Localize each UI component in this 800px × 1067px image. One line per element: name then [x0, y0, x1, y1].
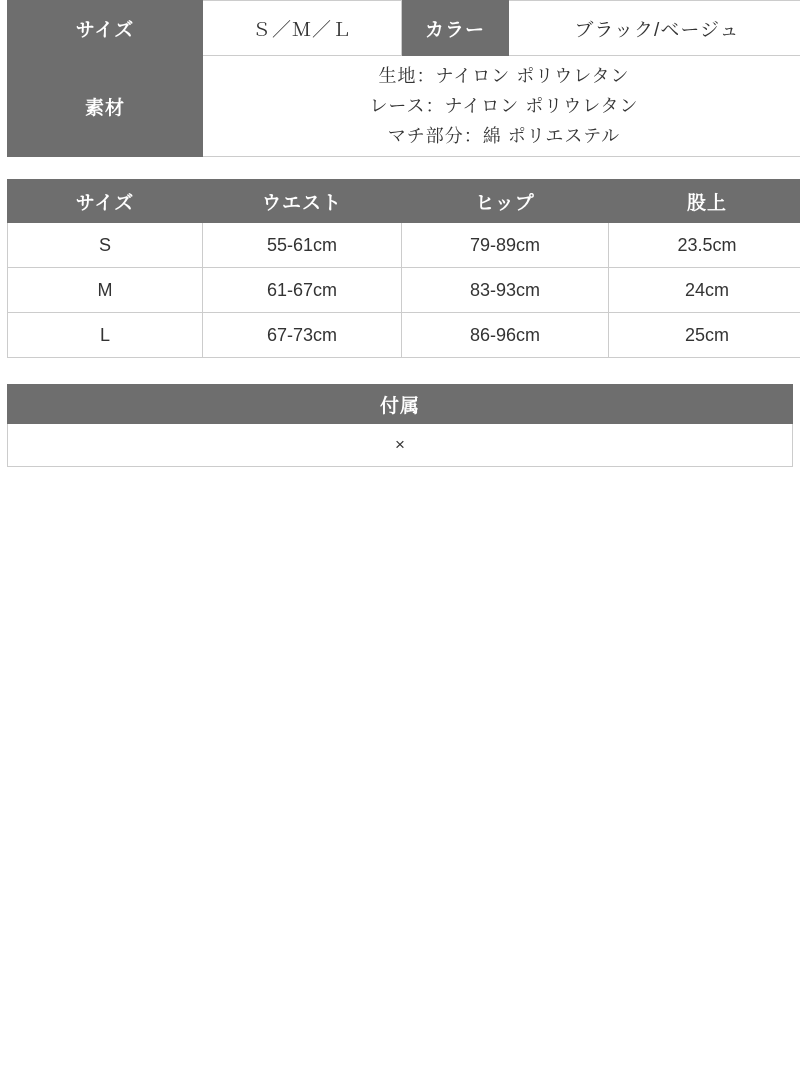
size-cell-hip: 83-93cm — [402, 268, 609, 313]
size-header-waist: ウエスト — [203, 180, 402, 223]
size-table — [7, 179, 800, 358]
size-cell-name: M — [8, 268, 203, 313]
size-cell-name: S — [8, 223, 203, 268]
material-line-lace: レース：ナイロン ポリウレタン — [369, 96, 639, 116]
spacer-2 — [0, 358, 800, 384]
spec-label-color: カラー — [402, 1, 509, 56]
size-cell-waist: 55-61cm — [203, 223, 402, 268]
size-cell-rise: 24cm — [609, 268, 800, 313]
accessory-header: 付属 — [8, 385, 793, 424]
spec-value-size: Ｓ／Ｍ／Ｌ — [203, 1, 402, 56]
table-row — [8, 313, 800, 358]
spec-label-material: 素材 — [8, 56, 203, 157]
size-cell-hip: 79-89cm — [402, 223, 609, 268]
accessory-value: × — [8, 424, 793, 467]
spec-row-material — [8, 56, 800, 157]
size-cell-waist: 67-73cm — [203, 313, 402, 358]
size-cell-waist: 61-67cm — [203, 268, 402, 313]
size-header-rise: 股上 — [609, 180, 800, 223]
material-line-gusset: マチ部分：綿 ポリエステル — [387, 126, 621, 146]
size-header-size: サイズ — [8, 180, 203, 223]
accessory-table — [7, 384, 793, 467]
size-table-header-row — [8, 180, 800, 223]
size-header-hip: ヒップ — [402, 180, 609, 223]
size-cell-rise: 25cm — [609, 313, 800, 358]
spec-row-size-color — [8, 1, 800, 56]
size-cell-rise: 23.5cm — [609, 223, 800, 268]
table-row — [8, 223, 800, 268]
spec-value-material — [203, 56, 800, 157]
accessory-value-row — [8, 424, 793, 467]
table-row — [8, 268, 800, 313]
material-line-fabric: 生地：ナイロン ポリウレタン — [378, 66, 630, 86]
spec-table — [7, 0, 800, 157]
spec-value-color: ブラック/ベージュ — [509, 1, 800, 56]
accessory-header-row — [8, 385, 793, 424]
size-cell-name: L — [8, 313, 203, 358]
size-cell-hip: 86-96cm — [402, 313, 609, 358]
spacer-1 — [0, 157, 800, 179]
spec-label-size: サイズ — [8, 1, 203, 56]
